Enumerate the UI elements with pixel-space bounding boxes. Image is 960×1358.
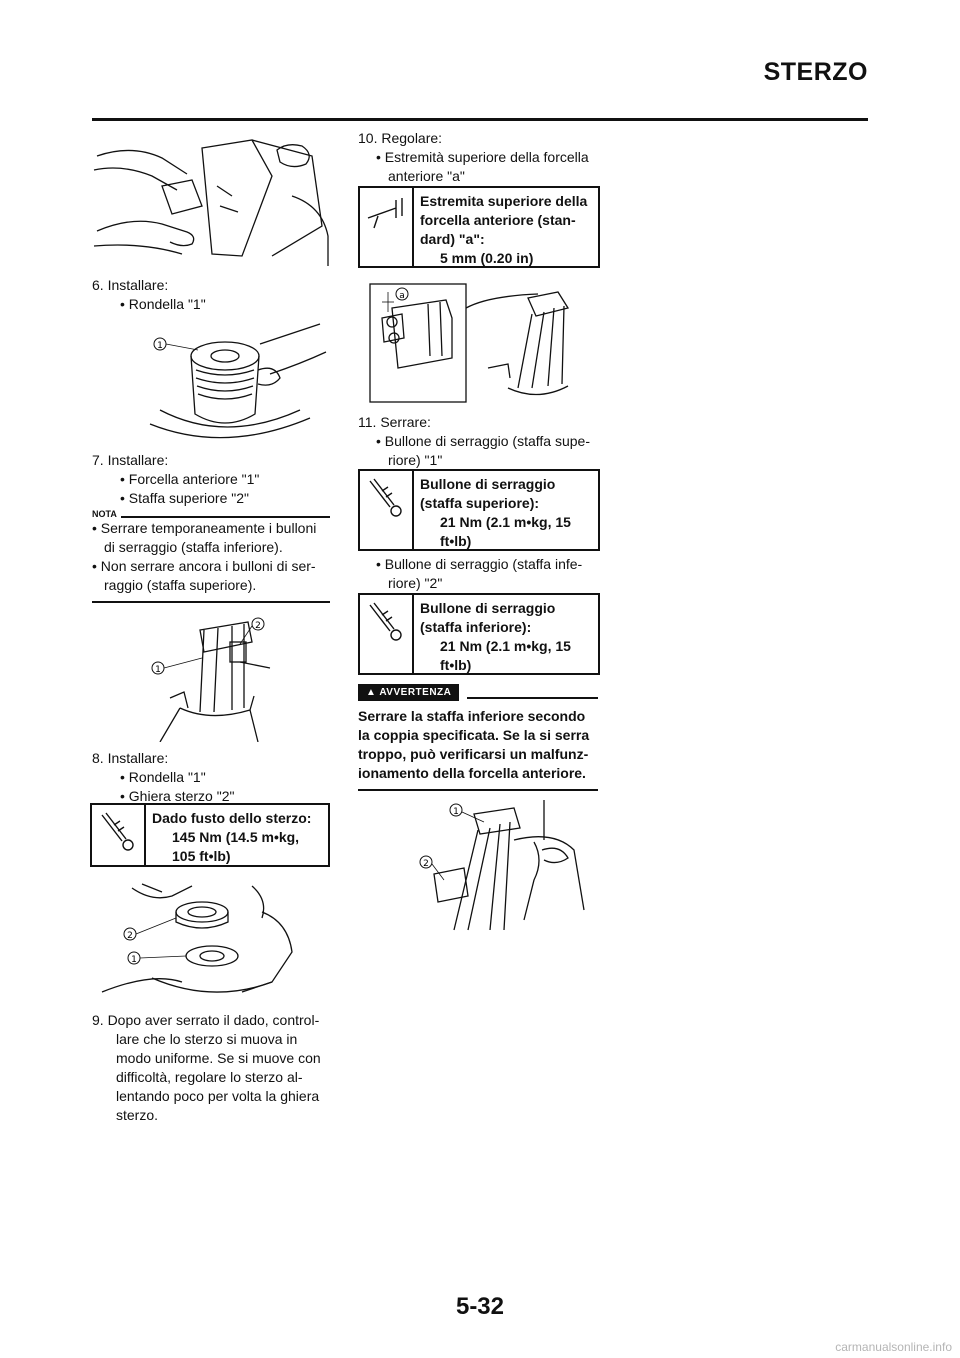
callout-a: a: [399, 291, 405, 301]
step-7: [92, 451, 332, 508]
spec-upper-bolt-name: Bullone di serraggio (staffa superiore):: [420, 476, 556, 511]
callout-1: 1: [131, 955, 137, 965]
step-6: [92, 276, 332, 314]
step-8: [92, 749, 332, 806]
spec-steering-nut-name: Dado fusto dello sterzo:: [152, 810, 312, 826]
step-7-bullet-1: • Forcella anteriore "1": [120, 471, 260, 487]
callout-2: 2: [127, 931, 133, 941]
torque-wrench-icon: [92, 805, 146, 865]
illustration-fork-bracket: [140, 612, 290, 742]
nota-heading: NOTA: [92, 509, 117, 519]
page-title: STERZO: [763, 58, 868, 86]
spec-upper-bolt-value: 21 Nm (2.1 m•kg, 15 ft•lb): [440, 514, 571, 549]
nota-bottom-rule: [92, 601, 330, 603]
step-11-label: 11. Serrare:: [358, 414, 431, 430]
warning-label: AVVERTENZA: [379, 687, 452, 698]
step-8-bullet-1: • Rondella "1": [120, 769, 206, 785]
warning-triangle-icon: ▲: [366, 687, 377, 698]
warning-block: [358, 684, 598, 791]
warning-text: Serrare la staffa inferiore secondo la coppia specificata. Se la si serra troppo, può verificarsi un malfunz-ionamento della forcella anteriore.: [358, 708, 590, 781]
step-11: [358, 413, 603, 470]
step-10: [358, 129, 603, 186]
torque-wrench-icon: [360, 471, 414, 549]
step-6-bullet-1: • Rondella "1": [120, 296, 206, 312]
step-8-bullet-2: • Ghiera sterzo "2": [120, 788, 235, 804]
spec-lower-bolt-name: Bullone di serraggio (staffa inferiore):: [420, 600, 556, 635]
callout-2: 2: [423, 859, 429, 869]
header-rule: [92, 118, 868, 121]
step-7-bullet-2: • Staffa superiore "2": [120, 490, 249, 506]
page-number: 5-32: [455, 1293, 505, 1320]
spec-box-steering-nut: [90, 803, 330, 867]
nota-top-rule: [121, 516, 330, 518]
step-8-label: 8. Installare:: [92, 750, 169, 766]
illustration-ring-nut: [92, 882, 302, 1004]
step-11-bullet-2: • Bullone di serraggio (staffa infe-riore) "2": [376, 556, 583, 591]
warning-bottom-rule: [358, 789, 598, 791]
illustration-washer: [140, 314, 330, 444]
callout-1: 1: [155, 665, 161, 675]
step-10-bullet-1: • Estremità superiore della forcella anteriore "a": [376, 149, 589, 184]
step-9: 9. Dopo aver serrato il dado, control-lare che lo sterzo si muova in modo uniforme. Se si muove con difficoltà, regolare lo sterzo al-lentando poco per volta la ghiera sterzo.: [92, 1012, 321, 1123]
spec-box-lower-bolt: [358, 593, 600, 675]
spec-steering-nut-value: 145 Nm (14.5 m•kg, 105 ft•lb): [172, 829, 300, 864]
spec-fork-top-name: Estremita superiore della forcella anteriore (stan-dard) "a":: [420, 193, 588, 247]
step-10-label: 10. Regolare:: [358, 130, 443, 146]
warning-top-rule: [467, 697, 598, 699]
nota-bullet-1: • Serrare temporaneamente i bulloni di serraggio (staffa inferiore).: [92, 520, 317, 555]
step-7-label: 7. Installare:: [92, 452, 169, 468]
callout-1: 1: [157, 341, 163, 351]
callout-2: 2: [255, 621, 261, 631]
watermark: carmanualsonline.info: [835, 1340, 952, 1354]
nota-bullet-2: • Non serrare ancora i bulloni di ser-raggio (staffa superiore).: [92, 558, 316, 593]
warning-badge: [358, 684, 459, 701]
illustration-bracket-bolts: [404, 800, 594, 932]
spec-box-upper-bolt: [358, 469, 600, 551]
spec-box-fork-top: [358, 186, 600, 268]
step-11-bullet-1: • Bullone di serraggio (staffa supe-riore) "1": [376, 433, 590, 468]
callout-1: 1: [453, 807, 459, 817]
nota-block: [92, 509, 330, 603]
illustration-hands-steering: [92, 136, 332, 272]
caliper-icon: [360, 188, 414, 266]
step-6-label: 6. Installare:: [92, 277, 169, 293]
spec-lower-bolt-value: 21 Nm (2.1 m•kg, 15 ft•lb): [440, 638, 571, 673]
torque-wrench-icon: [360, 595, 414, 673]
spec-fork-top-value: 5 mm (0.20 in): [440, 250, 534, 266]
illustration-fork-top-measure: [368, 278, 600, 404]
